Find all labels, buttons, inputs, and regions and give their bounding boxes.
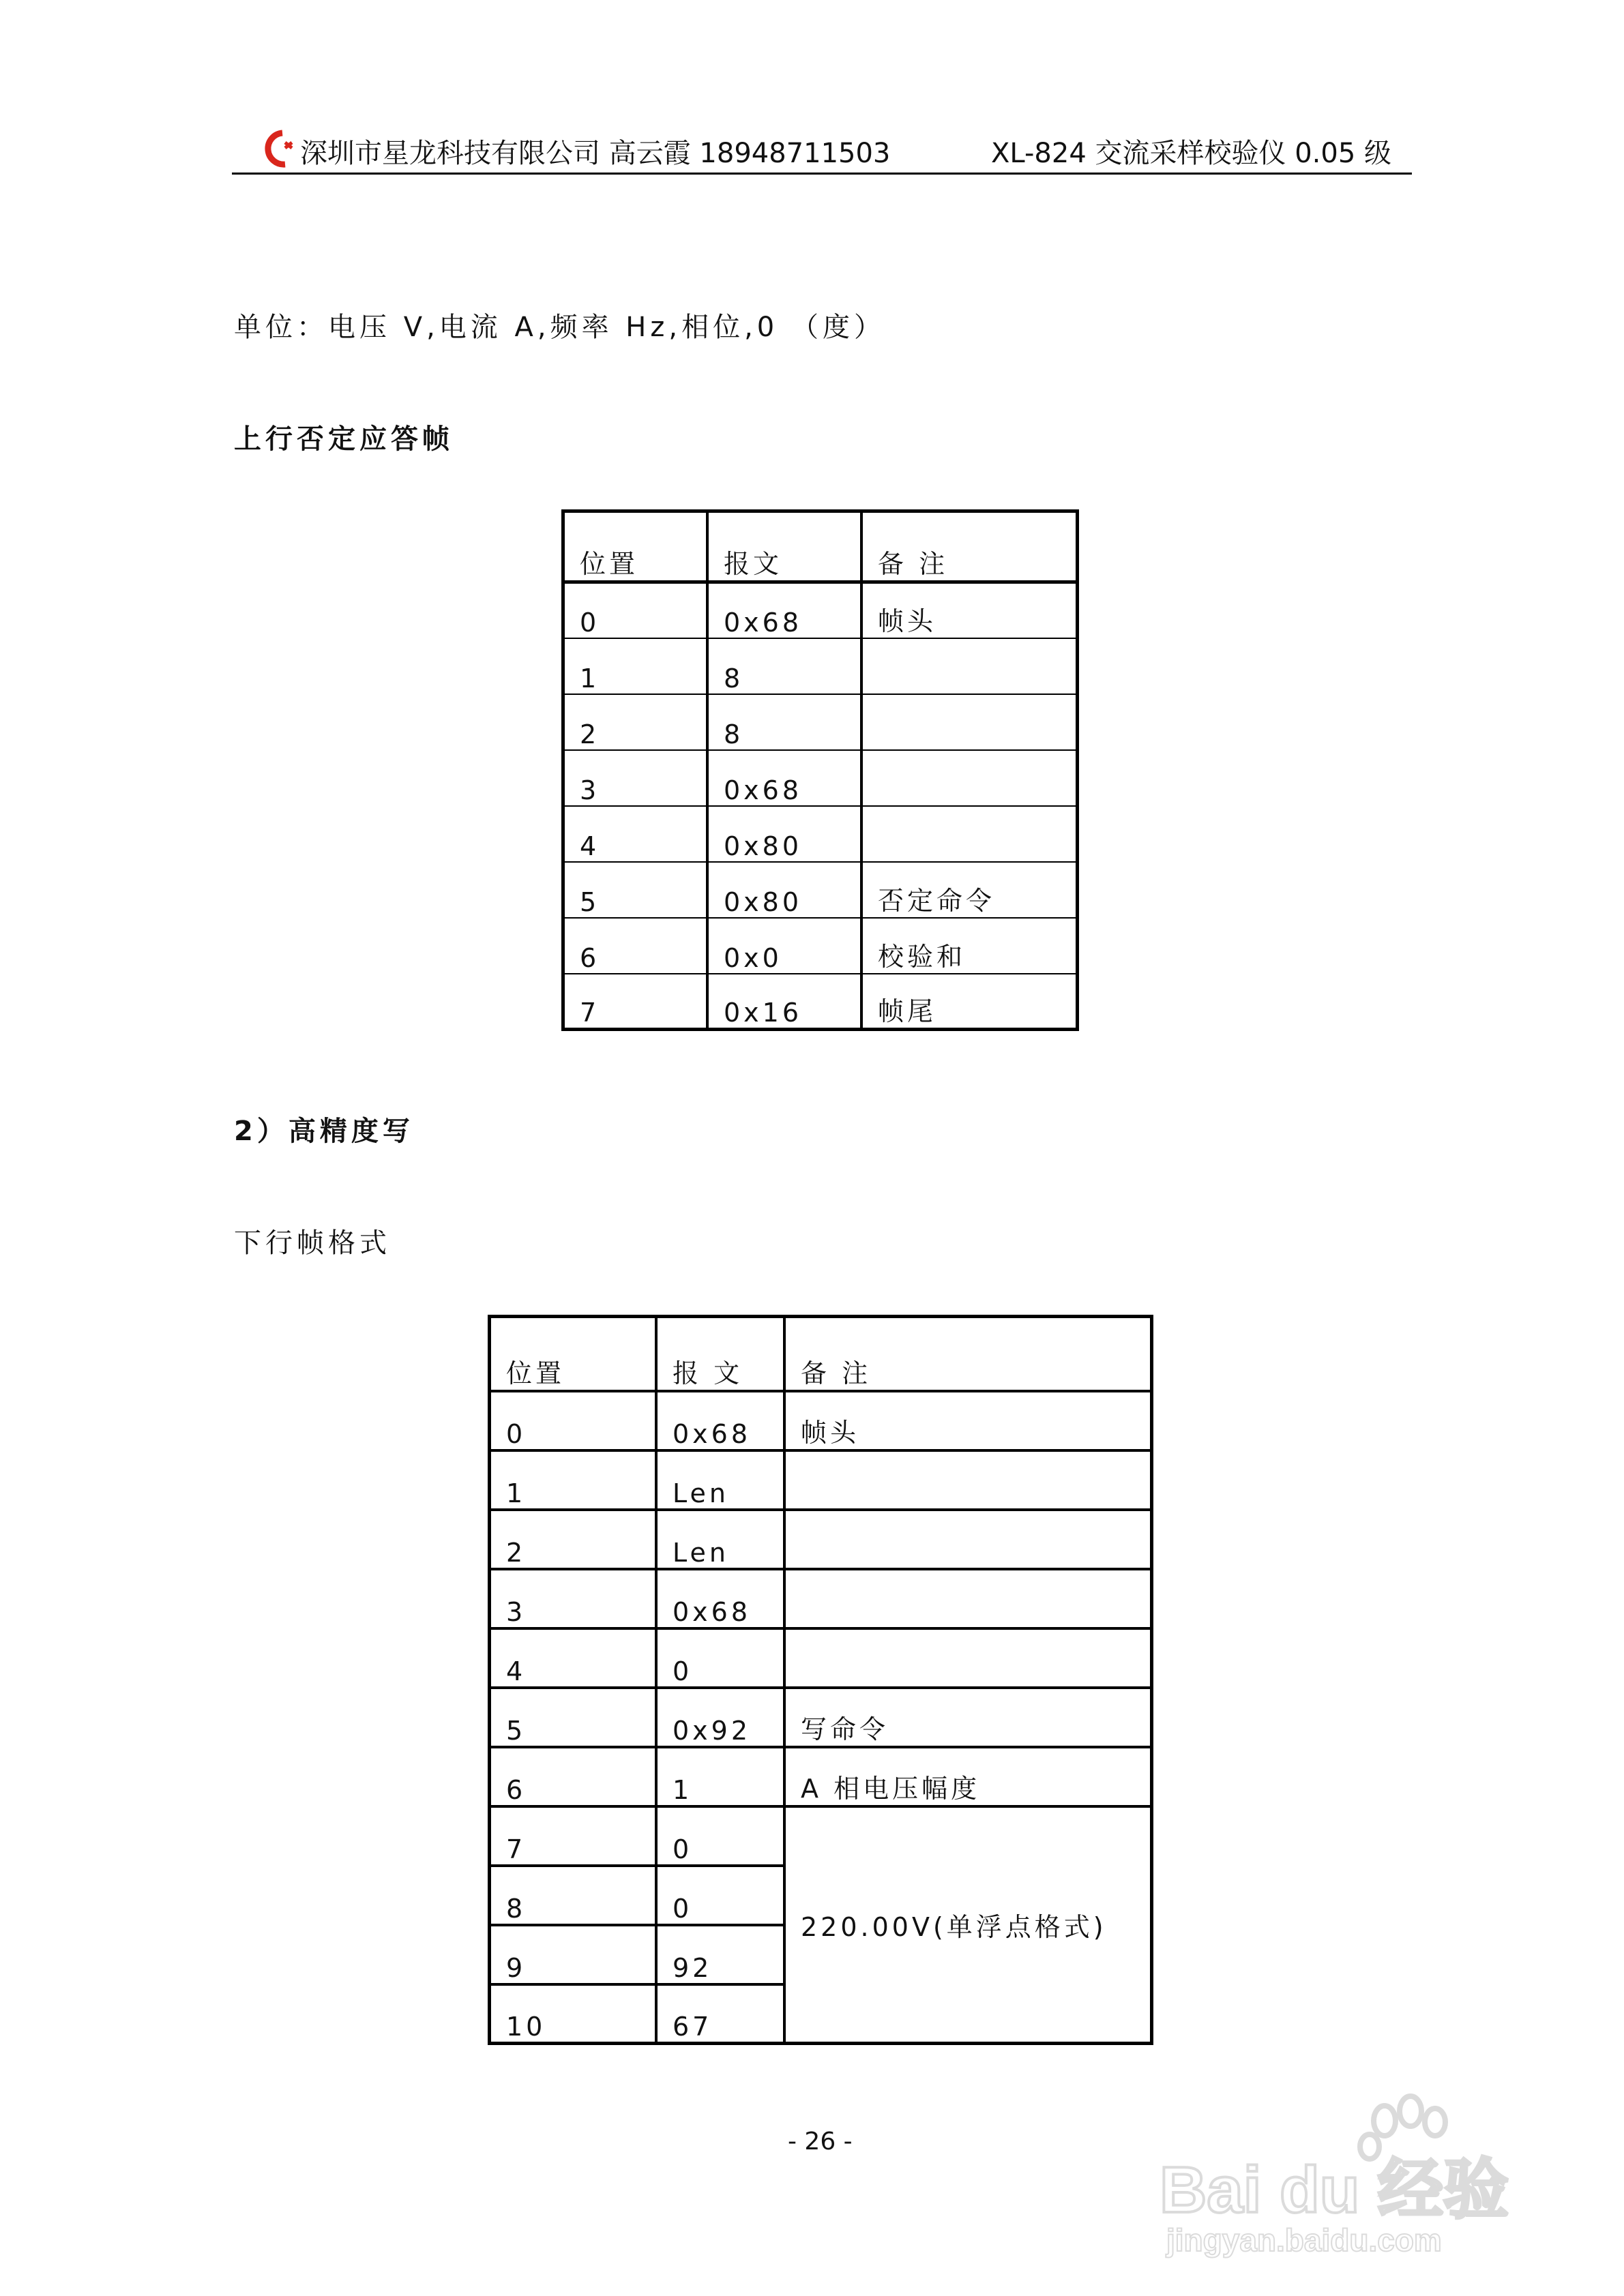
table-row: [490, 1510, 1152, 1569]
table-cell: [784, 1628, 1152, 1688]
table-cell: 6: [563, 918, 708, 974]
table-cell: 0: [656, 1806, 784, 1866]
table-header-cell: 报 文: [656, 1317, 784, 1391]
table-cell: 2: [490, 1510, 657, 1569]
table-header-row: [563, 511, 1078, 582]
table-row: [563, 974, 1078, 1030]
table-cell: [861, 694, 1078, 750]
table-cell: [784, 1569, 1152, 1628]
table-cell: 10: [490, 1984, 657, 2044]
table-cell: [784, 1510, 1152, 1569]
table-cell: 0: [563, 582, 708, 638]
table-row: [490, 1628, 1152, 1688]
downlink-frame-table: [488, 1315, 1153, 2045]
table-cell: 4: [563, 806, 708, 862]
negative-reply-frame-table: [561, 509, 1079, 1031]
table-cell: 校验和: [861, 918, 1078, 974]
table-cell-merged-note: 220.00V(单浮点格式): [784, 1806, 1152, 2044]
table-cell: Len: [656, 1510, 784, 1569]
table-row: [490, 1688, 1152, 1747]
table-cell: 0x80: [707, 806, 861, 862]
table-cell: 1: [490, 1450, 657, 1510]
section-title-high-precision-write: 2）高精度写: [234, 1116, 414, 1147]
table-header-cell: 位置: [563, 511, 708, 582]
units-line: 单位：电压 V,电流 A,频率 Hz,相位,0 （度）: [234, 312, 885, 343]
table-cell: Len: [656, 1450, 784, 1510]
table-cell: 1: [563, 638, 708, 694]
table-cell: 6: [490, 1747, 657, 1806]
table-cell: 9: [490, 1925, 657, 1984]
table-row: [563, 694, 1078, 750]
table-header-row: [490, 1317, 1152, 1391]
header-product: XL-824 交流采样校验仪 0.05 级: [991, 138, 1391, 169]
header-company: 深圳市星龙科技有限公司 高云霞 18948711503: [300, 138, 891, 169]
table-cell: [861, 638, 1078, 694]
table-cell: A 相电压幅度: [784, 1747, 1152, 1806]
table-cell: 4: [490, 1628, 657, 1688]
table-row: [563, 918, 1078, 974]
watermark-url: jingyan.baidu.com: [1166, 2222, 1442, 2258]
table-cell: 0x16: [707, 974, 861, 1030]
table-row: [563, 750, 1078, 806]
table-cell: 5: [490, 1688, 657, 1747]
table-cell: 0x0: [707, 918, 861, 974]
table-cell: [861, 806, 1078, 862]
table-cell: [861, 750, 1078, 806]
table-cell: 0: [656, 1866, 784, 1925]
table-row: [490, 1569, 1152, 1628]
table-cell: 0: [490, 1391, 657, 1450]
table-cell: 7: [490, 1806, 657, 1866]
table-cell: 0x68: [656, 1391, 784, 1450]
table-header-cell: 备 注: [784, 1317, 1152, 1391]
table-cell: 否定命令: [861, 862, 1078, 918]
table-cell: 0x68: [656, 1569, 784, 1628]
table-cell: 8: [490, 1866, 657, 1925]
table-row: [563, 638, 1078, 694]
table-cell: 1: [656, 1747, 784, 1806]
table-cell: 5: [563, 862, 708, 918]
page-header: [232, 126, 1412, 175]
table-cell: 写命令: [784, 1688, 1152, 1747]
watermark-brand: Bai du 经验: [1160, 2153, 1509, 2226]
table-row: [490, 1391, 1152, 1450]
table-row: [563, 862, 1078, 918]
table-cell: 92: [656, 1925, 784, 1984]
table-cell: 0x92: [656, 1688, 784, 1747]
table-cell: 8: [707, 638, 861, 694]
table-header-cell: 备 注: [861, 511, 1078, 582]
table-cell: 67: [656, 1984, 784, 2044]
table-row: [490, 1450, 1152, 1510]
table-header-cell: 报文: [707, 511, 861, 582]
table-cell: [784, 1450, 1152, 1510]
table-row: [490, 1806, 1152, 1866]
section-title-negative-reply: 上行否定应答帧: [234, 423, 454, 455]
table-row: [490, 1747, 1152, 1806]
table-row: [563, 806, 1078, 862]
table-cell: 8: [707, 694, 861, 750]
table-cell: 7: [563, 974, 708, 1030]
table-cell: 0x80: [707, 862, 861, 918]
table-cell: 0x68: [707, 582, 861, 638]
table-header-cell: 位置: [490, 1317, 657, 1391]
company-logo-icon: [255, 128, 303, 170]
table-cell: 帧尾: [861, 974, 1078, 1030]
table-cell: 3: [563, 750, 708, 806]
table-cell: 帧头: [861, 582, 1078, 638]
page-number: - 26 -: [788, 2128, 853, 2156]
table-cell: 0: [656, 1628, 784, 1688]
baidu-jingyan-watermark: [1160, 2066, 1541, 2271]
table-cell: 帧头: [784, 1391, 1152, 1450]
table-cell: 3: [490, 1569, 657, 1628]
table-cell: 0x68: [707, 750, 861, 806]
section-subtitle-downlink-frame: 下行帧格式: [234, 1227, 391, 1259]
table-cell: 2: [563, 694, 708, 750]
table-row: [563, 582, 1078, 638]
